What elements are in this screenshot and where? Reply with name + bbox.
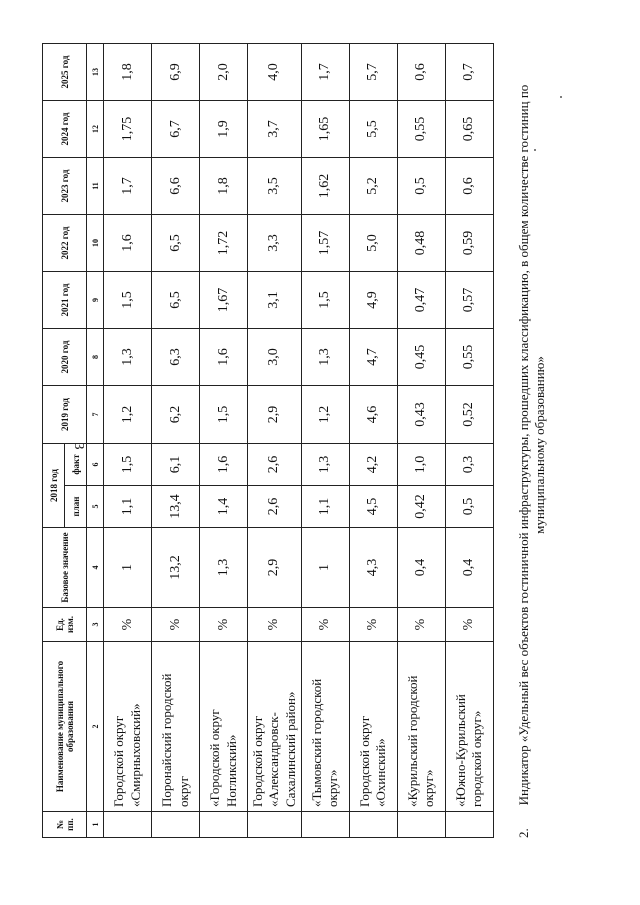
value-cell: 1,3	[301, 329, 349, 386]
value-cell: 6,1	[152, 444, 200, 486]
value-cell: 6,5	[152, 215, 200, 272]
row-index-cell	[397, 812, 445, 838]
value-cell: 0,59	[445, 215, 493, 272]
value-cell: 0,47	[397, 272, 445, 329]
header-2022: 2022 год	[43, 215, 87, 272]
value-cell: 0,6	[397, 44, 445, 101]
value-cell: 0,3	[445, 444, 493, 486]
table-row	[152, 44, 200, 838]
value-cell: 1,57	[301, 215, 349, 272]
value-cell: 5,2	[349, 158, 397, 215]
row-index-cell	[301, 812, 349, 838]
header-num: № пп.	[43, 812, 87, 838]
value-cell: 1,1	[301, 486, 349, 528]
value-cell: 1,0	[397, 444, 445, 486]
value-cell: 1,5	[104, 272, 152, 329]
value-cell: 0,42	[397, 486, 445, 528]
value-cell: 1,7	[301, 44, 349, 101]
value-cell: 1,67	[200, 272, 248, 329]
header-2023: 2023 год	[43, 158, 87, 215]
header-unit: Ед. изм.	[43, 608, 87, 642]
indicator-table	[42, 43, 494, 838]
value-cell: 1,6	[104, 215, 152, 272]
value-cell: 1,5	[104, 444, 152, 486]
value-cell: 0,65	[445, 101, 493, 158]
table-row	[301, 44, 349, 838]
municipality-name: «Южно-Курильский городской округ»	[445, 642, 493, 812]
value-cell: 3,3	[248, 215, 302, 272]
column-number: 4	[87, 528, 104, 608]
value-cell: 1,62	[301, 158, 349, 215]
value-cell: 13,2	[152, 528, 200, 608]
header-fact: факт	[65, 444, 87, 486]
rotated-document-content	[30, 30, 590, 850]
municipality-name: Городской округ «Александровск-Сахалинский район»	[248, 642, 302, 812]
value-cell: 1,3	[104, 329, 152, 386]
column-number-row	[87, 44, 104, 838]
unit-cell: %	[349, 608, 397, 642]
header-2018: 2018 год	[43, 444, 65, 528]
unit-cell: %	[445, 608, 493, 642]
unit-cell: %	[200, 608, 248, 642]
value-cell: 2,9	[248, 528, 302, 608]
table-row	[200, 44, 248, 838]
value-cell: 1,2	[301, 386, 349, 444]
column-number: 7	[87, 386, 104, 444]
header-2020: 2020 год	[43, 329, 87, 386]
value-cell: 4,7	[349, 329, 397, 386]
value-cell: 1	[301, 528, 349, 608]
value-cell: 3,7	[248, 101, 302, 158]
value-cell: 0,6	[445, 158, 493, 215]
value-cell: 1	[104, 528, 152, 608]
column-number: 6	[87, 444, 104, 486]
value-cell: 4,0	[248, 44, 302, 101]
value-cell: 1,72	[200, 215, 248, 272]
column-number: 10	[87, 215, 104, 272]
value-cell: 0,55	[445, 329, 493, 386]
table-row	[104, 44, 152, 838]
header-plan: план	[65, 486, 87, 528]
row-index-cell	[152, 812, 200, 838]
value-cell: 2,9	[248, 386, 302, 444]
table-row	[248, 44, 302, 838]
municipality-name: Городской округ «Смирныховский»	[104, 642, 152, 812]
row-index-cell	[200, 812, 248, 838]
column-number: 9	[87, 272, 104, 329]
value-cell: 4,9	[349, 272, 397, 329]
header-2019: 2019 год	[43, 386, 87, 444]
row-index-cell	[104, 812, 152, 838]
value-cell: 6,7	[152, 101, 200, 158]
value-cell: 4,5	[349, 486, 397, 528]
value-cell: 1,75	[104, 101, 152, 158]
table-row	[397, 44, 445, 838]
value-cell: 1,1	[104, 486, 152, 528]
unit-cell: %	[104, 608, 152, 642]
value-cell: 1,8	[200, 158, 248, 215]
column-number: 8	[87, 329, 104, 386]
value-cell: 1,8	[104, 44, 152, 101]
value-cell: 5,5	[349, 101, 397, 158]
value-cell: 1,5	[301, 272, 349, 329]
value-cell: 6,5	[152, 272, 200, 329]
column-number: 11	[87, 158, 104, 215]
column-number: 13	[87, 44, 104, 101]
value-cell: 6,2	[152, 386, 200, 444]
value-cell: 1,5	[200, 386, 248, 444]
value-cell: 3,1	[248, 272, 302, 329]
value-cell: 1,9	[200, 101, 248, 158]
next-indicator-index: 2.	[516, 828, 531, 838]
value-cell: 5,0	[349, 215, 397, 272]
value-cell: 1,2	[104, 386, 152, 444]
value-cell: 0,5	[397, 158, 445, 215]
row-index-cell	[445, 812, 493, 838]
page-number: 3	[71, 442, 86, 450]
value-cell: 0,4	[397, 528, 445, 608]
column-number: 1	[87, 812, 104, 838]
row-index-cell	[248, 812, 302, 838]
value-cell: 1,3	[301, 444, 349, 486]
value-cell: 13,4	[152, 486, 200, 528]
column-number: 2	[87, 642, 104, 812]
value-cell: 2,0	[200, 44, 248, 101]
unit-cell: %	[248, 608, 302, 642]
table-row	[445, 44, 493, 838]
unit-cell: %	[152, 608, 200, 642]
unit-cell: %	[397, 608, 445, 642]
table-row	[349, 44, 397, 838]
value-cell: 6,9	[152, 44, 200, 101]
municipality-name: Городской округ «Охинский»	[349, 642, 397, 812]
municipality-name: «Тымовский городской округ»	[301, 642, 349, 812]
value-cell: 0,7	[445, 44, 493, 101]
value-cell: 1,65	[301, 101, 349, 158]
municipality-name: «Курильский городской округ»	[397, 642, 445, 812]
next-indicator	[516, 78, 547, 838]
header-2024: 2024 год	[43, 101, 87, 158]
value-cell: 4,6	[349, 386, 397, 444]
value-cell: 0,5	[445, 486, 493, 528]
value-cell: 2,6	[248, 486, 302, 528]
value-cell: 6,6	[152, 158, 200, 215]
value-cell: 6,3	[152, 329, 200, 386]
value-cell: 1,6	[200, 444, 248, 486]
value-cell: 1,3	[200, 528, 248, 608]
municipality-name: Поронайский городской округ	[152, 642, 200, 812]
value-cell: 0,55	[397, 101, 445, 158]
value-cell: 3,5	[248, 158, 302, 215]
unit-cell: %	[301, 608, 349, 642]
value-cell: 0,43	[397, 386, 445, 444]
value-cell: 5,7	[349, 44, 397, 101]
value-cell: 4,2	[349, 444, 397, 486]
column-number: 3	[87, 608, 104, 642]
header-name: Наименование муниципального образования	[43, 642, 87, 812]
value-cell: 1,4	[200, 486, 248, 528]
column-number: 12	[87, 101, 104, 158]
header-2021: 2021 год	[43, 272, 87, 329]
next-indicator-title: Индикатор «Удельный вес объектов гостиничной инфраструктуры, прошедших классификацию, в общем количестве гостиниц по муниципальному образованию»	[516, 84, 547, 806]
header-base-value: Базовое значение	[43, 528, 87, 608]
value-cell: 1,7	[104, 158, 152, 215]
value-cell: 0,4	[445, 528, 493, 608]
value-cell: 0,48	[397, 215, 445, 272]
value-cell: 4,3	[349, 528, 397, 608]
value-cell: 0,45	[397, 329, 445, 386]
value-cell: 1,6	[200, 329, 248, 386]
municipality-name: «Городской округ Ногликский»	[200, 642, 248, 812]
header-2025: 2025 год	[43, 44, 87, 101]
value-cell: 0,52	[445, 386, 493, 444]
value-cell: 0,57	[445, 272, 493, 329]
row-index-cell	[349, 812, 397, 838]
column-number: 5	[87, 486, 104, 528]
value-cell: 3,0	[248, 329, 302, 386]
value-cell: 2,6	[248, 444, 302, 486]
